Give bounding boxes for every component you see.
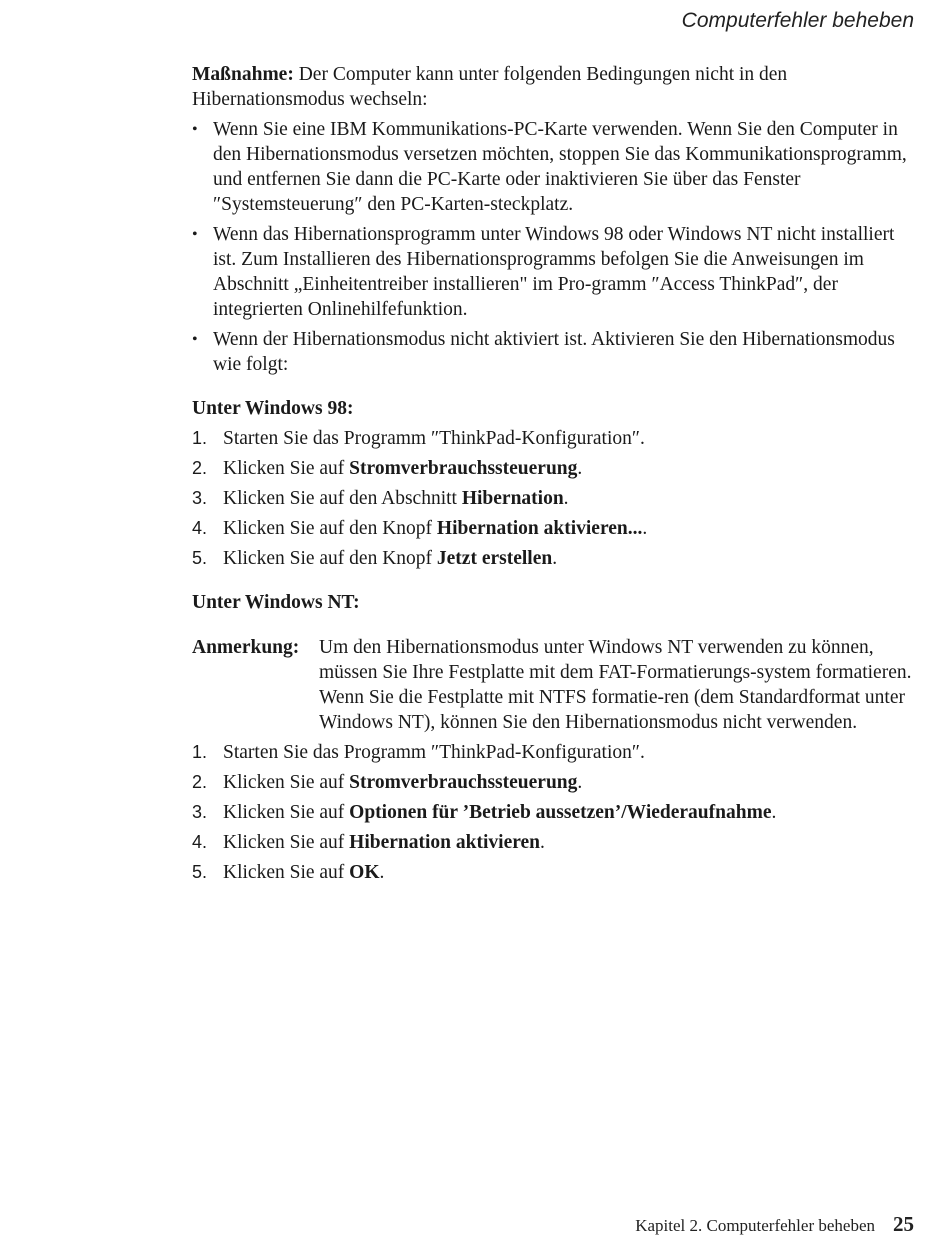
page-content <box>192 62 914 890</box>
list-item: • Wenn Sie eine IBM Kommunikations-PC-Karte verwenden. Wenn Sie den Computer in den Hibernationsmodus versetzen möchten, stoppen Sie das Kommunikationsprogramm, und entfernen Sie dann die PC-Karte oder inaktivieren Sie über das Fenster ″Systemsteuerung″ den PC-Karten-steckplatz. <box>192 119 907 215</box>
page-footer <box>635 1212 914 1237</box>
footer-chapter: Kapitel 2. Computerfehler beheben <box>635 1216 875 1235</box>
heading-windows-98: Unter Windows 98: <box>192 398 354 419</box>
step-item: 5. Klicken Sie auf OK. <box>192 862 385 883</box>
step-item: 4. Klicken Sie auf Hibernation aktivieren. <box>192 832 545 853</box>
step-item: 3. Klicken Sie auf den Abschnitt Hibernation. <box>192 488 569 509</box>
bullet-icon: • <box>192 331 198 348</box>
bullet-icon: • <box>192 226 198 243</box>
measure-paragraph <box>192 62 914 112</box>
step-item: 4. Klicken Sie auf den Knopf Hibernation aktivieren.... <box>192 518 648 539</box>
list-item: • Wenn der Hibernationsmodus nicht aktiviert ist. Aktivieren Sie den Hibernationsmodus wie folgt: <box>192 329 895 375</box>
note-block <box>192 635 914 735</box>
note-label: Anmerkung: <box>192 637 300 658</box>
steps-windows-nt <box>192 740 914 885</box>
steps-windows-98 <box>192 426 914 571</box>
measure-label: Maßnahme: <box>192 64 294 85</box>
heading-windows-nt: Unter Windows NT: <box>192 592 360 613</box>
step-item: 3. Klicken Sie auf Optionen für ’Betrieb aussetzen’/Wiederaufnahme. <box>192 802 777 823</box>
step-item: 5. Klicken Sie auf den Knopf Jetzt erstellen. <box>192 548 558 569</box>
step-item: 1. Starten Sie das Programm ″ThinkPad-Konfiguration″. <box>192 428 645 449</box>
step-item: 2. Klicken Sie auf Stromverbrauchssteuerung. <box>192 772 583 793</box>
condition-list <box>192 117 914 377</box>
measure-text: Der Computer kann unter folgenden Bedingungen nicht in den Hibernationsmodus wechseln: <box>192 64 788 110</box>
note-text: Um den Hibernationsmodus unter Windows NT verwenden zu können, müssen Sie Ihre Festplatte mit dem FAT-Formatierungs-system formatieren. Wenn Sie die Festplatte mit NTFS formatie-ren (dem Standardformat unter Windows NT), können Sie den Hibernationsmodus nicht verwenden. <box>319 637 912 733</box>
step-item: 1. Starten Sie das Programm ″ThinkPad-Konfiguration″. <box>192 742 645 763</box>
step-item: 2. Klicken Sie auf Stromverbrauchssteuerung. <box>192 458 583 479</box>
list-item: • Wenn das Hibernationsprogramm unter Windows 98 oder Windows NT nicht installiert ist. Zum Installieren des Hibernationsprogramms befolgen Sie die Anweisungen im Abschnitt „Einheitentreiber installieren" im Pro-gramm ″Access ThinkPad″, der integrierten Onlinehilfefunktion. <box>192 224 895 320</box>
page-number: 25 <box>893 1212 914 1236</box>
bullet-icon: • <box>192 121 198 138</box>
running-header: Computerfehler beheben <box>681 9 914 32</box>
